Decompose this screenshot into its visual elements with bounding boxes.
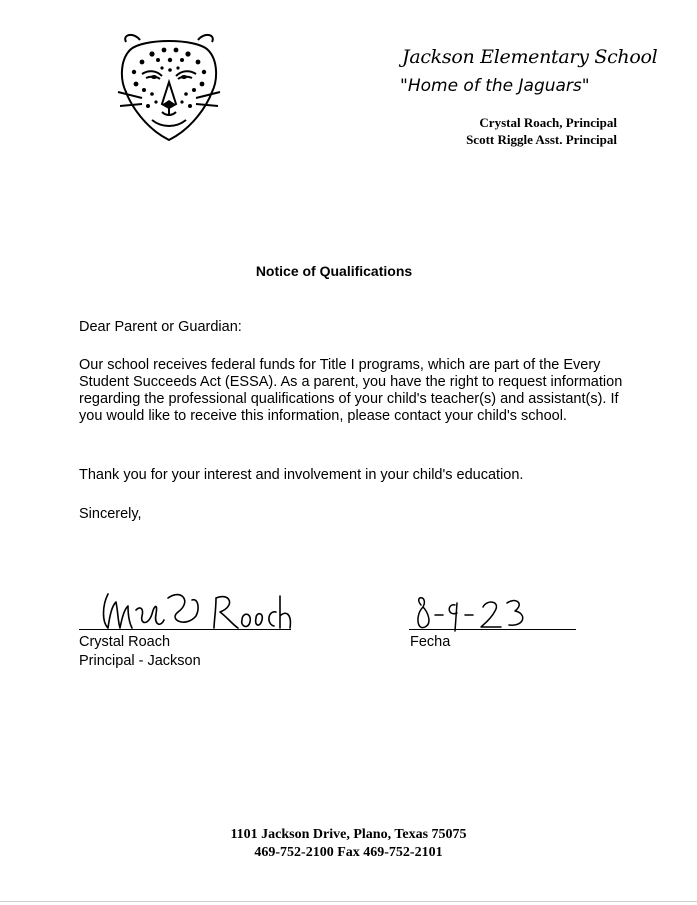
- notice-title: Notice of Qualifications: [255, 263, 413, 279]
- salutation: Dear Parent or Guardian:: [79, 319, 242, 335]
- date-label: Fecha: [410, 634, 451, 650]
- closing: Sincerely,: [79, 506, 142, 522]
- date-line: [409, 629, 576, 630]
- signature-line: [79, 629, 291, 630]
- staff-block: [466, 114, 617, 148]
- assistant-principal-name: Scott Riggle Asst. Principal: [466, 132, 617, 147]
- page-edge: [0, 901, 697, 902]
- principal-name: Crystal Roach, Principal: [479, 115, 617, 130]
- body-paragraph-1: Our school receives federal funds for Title I programs, which are part of the Every Student Succeeds Act (ESSA). As a parent, you have the right to request information regarding the professional qualifications of your child's teacher(s) and assistant(s). If you would like to receive this information, please contact your child's school.: [79, 357, 623, 424]
- jaguar-head-icon: [112, 30, 226, 142]
- footer: [0, 826, 697, 862]
- school-name: Jackson Elementary School: [402, 46, 658, 68]
- school-motto: "Home of the Jaguars": [400, 76, 590, 96]
- body-paragraph-2: Thank you for your interest and involvement in your child's education.: [79, 467, 524, 483]
- footer-phone-fax: 469-752-2100 Fax 469-752-2101: [254, 845, 443, 860]
- signer-name: Crystal Roach: [79, 634, 171, 650]
- footer-address: 1101 Jackson Drive, Plano, Texas 75075: [230, 827, 467, 842]
- handwritten-date: [411, 593, 531, 633]
- handwritten-signature: [96, 584, 296, 632]
- signer-title: Principal - Jackson: [79, 653, 201, 669]
